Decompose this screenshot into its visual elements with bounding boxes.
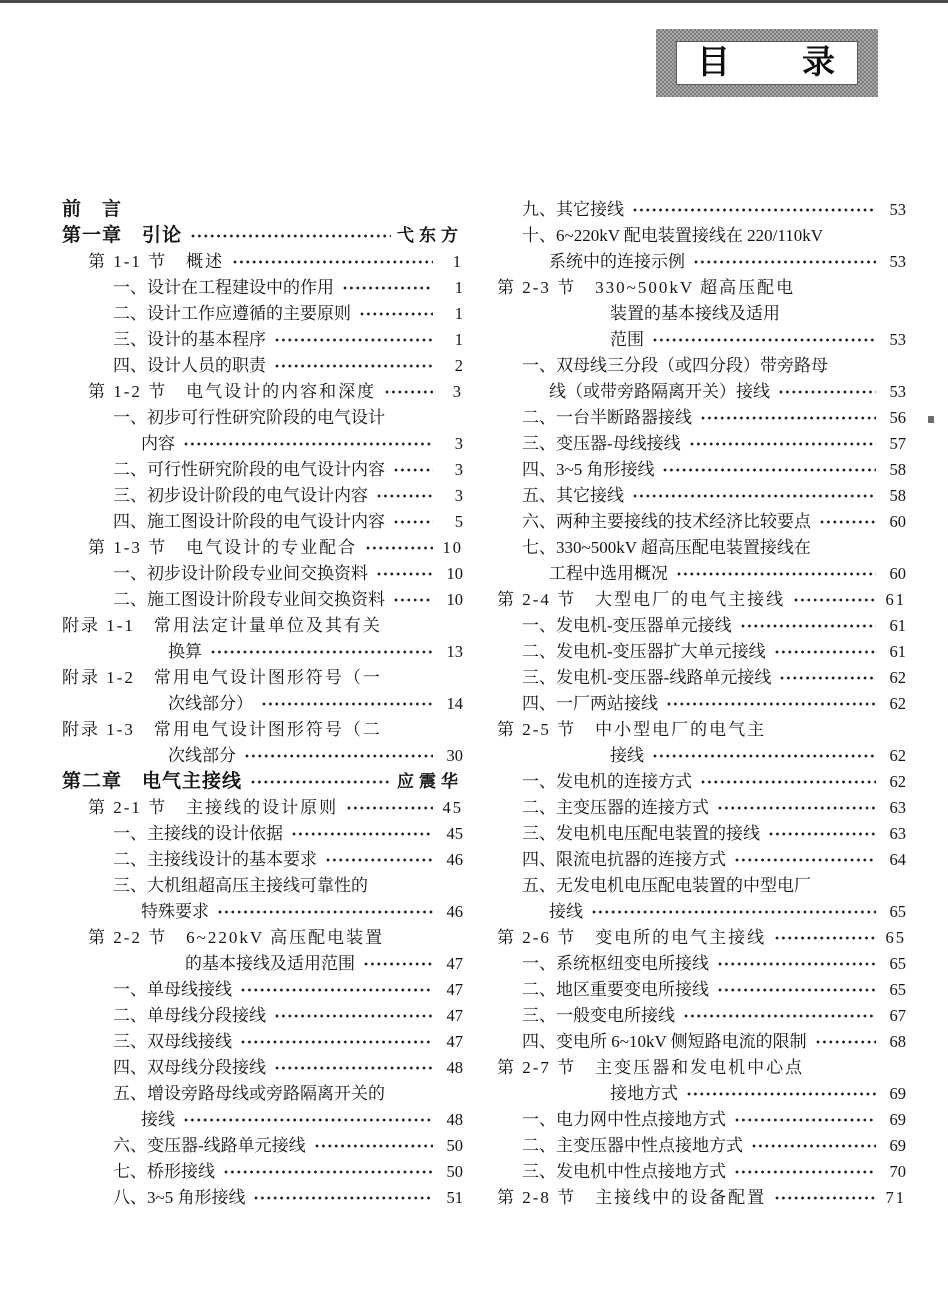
toc-entry-label: 附录 1-3 常用电气设计图形符号（二 [62,720,382,739]
page-number: 69 [889,1084,906,1103]
dot-leader [325,857,433,863]
toc-entry [62,665,463,691]
toc-entry-label: 一、系统枢纽变电所接线 [522,954,709,973]
dot-leader [183,1117,433,1123]
dot-leader [819,519,876,525]
toc-entry-label: 特殊要求 [141,902,209,921]
dot-leader [210,649,433,655]
toc-entry [497,431,906,457]
toc-entry [497,223,906,249]
toc-entry [62,483,463,509]
dot-leader [689,441,876,447]
dot-leader [393,467,433,473]
dot-leader [393,597,433,603]
toc-entry [497,249,906,275]
dot-leader [274,337,433,343]
page-number: 62 [889,668,906,687]
toc-entry-label: 第 2-3 节 330~500kV 超高压配电 [497,278,796,297]
page-number: 3 [454,460,463,479]
scan-edge-artifact [0,0,948,3]
toc-entry [62,1081,463,1107]
page-number: 46 [446,902,463,921]
toc-entry [497,1081,906,1107]
page-number: 47 [446,1032,463,1051]
dot-leader [274,1065,433,1071]
toc-entry [497,925,906,951]
page-number: 58 [889,486,906,505]
toc-entry [62,353,463,379]
toc-entry-label: 内容 [141,434,175,453]
dot-leader [250,779,391,785]
toc-entry-label: 三、发电机中性点接地方式 [522,1162,726,1181]
toc-entry-label: 五、无发电机电压配电装置的中型电厂 [522,876,811,895]
toc-entry [62,509,463,535]
toc-entry-label: 四、变电所 6~10kV 侧短路电流的限制 [522,1032,807,1051]
toc-entry [62,977,463,1003]
toc-entry-label: 一、主接线的设计依据 [113,824,283,843]
page-number: 69 [889,1110,906,1129]
toc-entry-label: 六、变压器-线路单元接线 [113,1136,306,1155]
toc-entry-label: 第 1-2 节 电气设计的内容和深度 [88,382,377,401]
dot-leader [662,467,876,473]
page-number: 2 [454,356,463,375]
dot-leader [591,909,876,915]
toc-entry [497,197,906,223]
dot-leader [346,805,433,811]
toc-entry-label: 换算 [168,642,202,661]
dot-leader [223,1169,433,1175]
toc-entry-label: 工程中选用概况 [549,564,668,583]
toc-entry-label: 九、其它接线 [522,200,624,219]
page-number: 1 [454,330,463,349]
dot-leader [314,1143,433,1149]
toc-entry [62,561,463,587]
page-number: 3 [454,486,463,505]
page-number: 47 [446,954,463,973]
toc-entry [62,1185,463,1211]
dot-leader [774,1195,876,1201]
toc-entry-label: 附录 1-1 常用法定计量单位及其有关 [62,616,382,635]
dot-leader [183,441,433,447]
dot-leader [393,519,433,525]
toc-entry [497,821,906,847]
page-number: 13 [446,642,463,661]
toc-entry-label: 范围 [610,330,644,349]
toc-entry [62,275,463,301]
toc-entry-label: 三、发电机电压配电装置的接线 [522,824,760,843]
toc-entry-label: 八、3~5 角形接线 [113,1188,246,1207]
toc-entry-label: 三、设计的基本程序 [113,330,266,349]
page-number: 68 [889,1032,906,1051]
toc-entry [62,197,463,223]
dot-leader [652,753,876,759]
toc-entry [62,249,463,275]
page-title: 目 录 [697,44,837,81]
scan-speck-artifact [928,416,934,423]
toc-entry [62,327,463,353]
page-number: 61 [889,616,906,635]
page-number: 62 [889,694,906,713]
page-number: 51 [446,1188,463,1207]
page-number: 46 [446,850,463,869]
toc-entry-label: 四、一厂两站接线 [522,694,658,713]
dot-leader [717,805,876,811]
page-number: 65 [885,928,906,947]
toc-entry-label: 二、发电机-变压器扩大单元接线 [522,642,766,661]
toc-entry-label: 三、大机组超高压主接线可靠性的 [113,876,368,895]
dot-leader [779,675,876,681]
toc-entry [497,691,906,717]
toc-entry-label: 四、3~5 角形接线 [522,460,655,479]
toc-entry-label: 一、双母线三分段（或四分段）带旁路母 [522,356,828,375]
dot-leader [700,415,876,421]
page-number: 1 [454,278,463,297]
toc-entry-label: 二、可行性研究阶段的电气设计内容 [113,460,385,479]
page-number: 47 [446,1006,463,1025]
toc-entry-label: 第 2-5 节 中小型电厂的电气主 [497,720,767,739]
toc-entry-label: 三、发电机-变压器-线路单元接线 [522,668,772,687]
toc-entry [62,535,463,561]
dot-leader [717,961,876,967]
page-number: 14 [446,694,463,713]
toc-entry-label: 二、主变压器的连接方式 [522,798,709,817]
toc-entry [62,613,463,639]
toc-entry [62,457,463,483]
page-number: 63 [889,824,906,843]
page-number: 1 [454,304,463,323]
toc-entry-label: 七、330~500kV 超高压配电装置接线在 [522,538,811,557]
toc-entry-label: 二、单母线分段接线 [113,1006,266,1025]
dot-leader [363,961,433,967]
dot-leader [632,207,876,213]
dot-leader [253,1195,433,1201]
page-number: 67 [889,1006,906,1025]
dot-leader [240,1039,433,1045]
toc-entry-label: 十、6~220kV 配电装置接线在 220/110kV [522,226,824,245]
dot-leader [717,987,876,993]
toc-entry-label: 三、变压器-母线接线 [522,434,681,453]
toc-entry [497,405,906,431]
toc-entry [497,353,906,379]
toc-entry [497,1159,906,1185]
dot-leader [190,233,391,239]
page-number: 61 [885,590,906,609]
toc-entry-label: 二、主接线设计的基本要求 [113,850,317,869]
dot-leader [376,493,433,499]
toc-entry [497,873,906,899]
page-number: 3 [454,434,463,453]
toc-entry [62,1055,463,1081]
toc-entry [62,691,463,717]
toc-entry-label: 前 言 [62,199,123,220]
toc-entry-label: 第 1-1 节 概述 [88,252,225,271]
toc-entry-label: 五、增设旁路母线或旁路隔离开关的 [113,1084,385,1103]
toc-entry-label: 一、发电机-变压器单元接线 [522,616,732,635]
toc-entry-label: 第 2-8 节 主接线中的设备配置 [497,1188,767,1207]
toc-entry-label: 接线 [141,1110,175,1129]
toc-column-right [497,197,906,1211]
toc-entry [497,977,906,1003]
toc-entry [62,951,463,977]
page-number: 1 [452,252,463,271]
page-number: 65 [889,902,906,921]
toc-entry-label: 接线 [549,902,583,921]
toc-entry-label: 装置的基本接线及适用 [610,304,780,323]
page-number: 71 [885,1188,906,1207]
toc-entry [62,587,463,613]
toc-entry-label: 一、初步可行性研究阶段的电气设计 [113,408,385,427]
toc-entry [62,301,463,327]
toc-entry-label: 一、电力网中性点接地方式 [522,1110,726,1129]
toc-entry [62,821,463,847]
page-number: 57 [889,434,906,453]
dot-leader [693,259,876,265]
dot-leader [676,571,876,577]
toc-entry [62,1003,463,1029]
toc-entry-label: 二、设计工作应遵循的主要原则 [113,304,351,323]
toc-entry [62,405,463,431]
dot-leader [632,493,876,499]
page-number: 53 [889,382,906,401]
page-number: 63 [889,798,906,817]
toc-entry [497,1133,906,1159]
page-number: 3 [452,382,463,401]
dot-leader [376,571,433,577]
toc-entry-label: 七、桥形接线 [113,1162,215,1181]
toc-entry-label: 三、初步设计阶段的电气设计内容 [113,486,368,505]
page-number: 30 [446,746,463,765]
toc-entry [497,769,906,795]
toc-entry [497,1029,906,1055]
toc-entry-label: 接地方式 [610,1084,678,1103]
toc-entry-label: 五、其它接线 [522,486,624,505]
page-number: 10 [446,590,463,609]
toc-entry-label: 第一章 引论 [62,225,183,246]
page-number: 5 [454,512,463,531]
toc-entry [497,613,906,639]
toc-entry-label: 一、设计在工程建设中的作用 [113,278,334,297]
toc-entry-label: 四、施工图设计阶段的电气设计内容 [113,512,385,531]
toc-entry-label: 二、地区重要变电所接线 [522,980,709,999]
toc-entry [497,743,906,769]
toc-entry [497,327,906,353]
author-name: 应震华 [397,772,463,791]
dot-leader [217,909,433,915]
dot-leader [793,597,876,603]
toc-entry-label: 三、双母线接线 [113,1032,232,1051]
toc-entry-label: 次线部分 [168,746,236,765]
toc-entry-label: 二、一台半断路器接线 [522,408,692,427]
toc-entry [497,665,906,691]
page-number: 60 [889,512,906,531]
dot-leader [274,1013,433,1019]
toc-entry-label: 第 2-6 节 变电所的电气主接线 [497,928,767,947]
page-number: 60 [889,564,906,583]
toc-entry [497,951,906,977]
page-number: 62 [889,746,906,765]
toc-entry-label: 二、主变压器中性点接地方式 [522,1136,743,1155]
toc-entry [497,509,906,535]
dot-leader [261,701,433,707]
toc-title-inner [677,42,857,84]
toc-entry-label: 一、发电机的连接方式 [522,772,692,791]
dot-leader [232,259,433,265]
toc-entry-label: 第 2-2 节 6~220kV 高压配电装置 [88,928,385,947]
toc-entry [62,1107,463,1133]
toc-entry-label: 四、限流电抗器的连接方式 [522,850,726,869]
toc-entry [62,639,463,665]
dot-leader [384,389,433,395]
toc-entry-label: 二、施工图设计阶段专业间交换资料 [113,590,385,609]
dot-leader [359,311,433,317]
toc-entry [62,717,463,743]
toc-entry [62,431,463,457]
page-number: 45 [446,824,463,843]
toc-entry-label: 的基本接线及适用范围 [185,954,355,973]
dot-leader [652,337,876,343]
toc-entry [62,379,463,405]
page-number: 53 [889,252,906,271]
page-number: 53 [889,330,906,349]
toc-entry [62,899,463,925]
page-number: 58 [889,460,906,479]
toc-entry [497,899,906,925]
dot-leader [768,831,876,837]
dot-leader [740,623,876,629]
dot-leader [734,1169,876,1175]
dot-leader [291,831,433,837]
page-number: 53 [889,200,906,219]
page-number: 10 [442,538,463,557]
author-name: 弋东方 [397,226,463,245]
toc-entry-label: 附录 1-2 常用电气设计图形符号（一 [62,668,382,687]
toc-entry [62,873,463,899]
dot-leader [734,1117,876,1123]
dot-leader [815,1039,876,1045]
dot-leader [240,987,433,993]
page-number: 48 [446,1058,463,1077]
dot-leader [700,779,876,785]
toc-entry [497,639,906,665]
toc-entry-label: 四、设计人员的职责 [113,356,266,375]
dot-leader [666,701,876,707]
toc-entry-label: 一、初步设计阶段专业间交换资料 [113,564,368,583]
toc-entry-label: 线（或带旁路隔离开关）接线 [549,382,770,401]
toc-entry [62,769,463,795]
toc-entry [62,925,463,951]
toc-entry [62,223,463,249]
toc-entry-label: 系统中的连接示例 [549,252,685,271]
dot-leader [365,545,433,551]
toc-entry [497,301,906,327]
page-number: 65 [889,954,906,973]
page-number: 62 [889,772,906,791]
page-number: 50 [446,1162,463,1181]
page-number: 64 [889,850,906,869]
toc-entry [62,1159,463,1185]
dot-leader [274,363,433,369]
page-number: 56 [889,408,906,427]
toc-entry-label: 接线 [610,746,644,765]
toc-entry-label: 第 2-7 节 主变压器和发电机中心点 [497,1058,805,1077]
dot-leader [244,753,433,759]
toc-entry [497,561,906,587]
toc-entry [62,795,463,821]
dot-leader [778,389,876,395]
page-number: 47 [446,980,463,999]
page-number: 48 [446,1110,463,1129]
page-number: 50 [446,1136,463,1155]
toc-entry [497,1055,906,1081]
toc-entry [497,1107,906,1133]
toc-entry [497,847,906,873]
page-number: 45 [442,798,463,817]
dot-leader [734,857,876,863]
page-number: 65 [889,980,906,999]
toc-entry-label: 第 2-4 节 大型电厂的电气主接线 [497,590,786,609]
toc-entry [497,717,906,743]
toc-entry-label: 次线部分） [168,694,253,713]
toc-entry [497,587,906,613]
dot-leader [686,1091,876,1097]
page-number: 70 [889,1162,906,1181]
toc-entry [62,743,463,769]
toc-entry [62,1133,463,1159]
toc-entry-label: 第 1-3 节 电气设计的专业配合 [88,538,358,557]
dot-leader [342,285,433,291]
toc-entry-label: 四、双母线分段接线 [113,1058,266,1077]
toc-entry-label: 一、单母线接线 [113,980,232,999]
toc-entry [497,379,906,405]
toc-entry-label: 六、两种主要接线的技术经济比较要点 [522,512,811,531]
dot-leader [774,935,876,941]
toc-entry-label: 第二章 电气主接线 [62,771,243,792]
toc-entry [62,847,463,873]
toc-entry-label: 第 2-1 节 主接线的设计原则 [88,798,339,817]
toc-entry [497,457,906,483]
toc-column-left [62,197,463,1211]
toc-entry [497,483,906,509]
dot-leader [683,1013,876,1019]
page-number: 69 [889,1136,906,1155]
toc-entry [497,275,906,301]
dot-leader [751,1143,876,1149]
toc-entry [497,1003,906,1029]
toc-entry [497,1185,906,1211]
toc-entry [497,535,906,561]
dot-leader [774,649,876,655]
page-number: 61 [889,642,906,661]
page-number: 10 [446,564,463,583]
toc-entry-label: 三、一般变电所接线 [522,1006,675,1025]
toc-title-box [656,29,878,97]
toc-entry [62,1029,463,1055]
toc-entry [497,795,906,821]
